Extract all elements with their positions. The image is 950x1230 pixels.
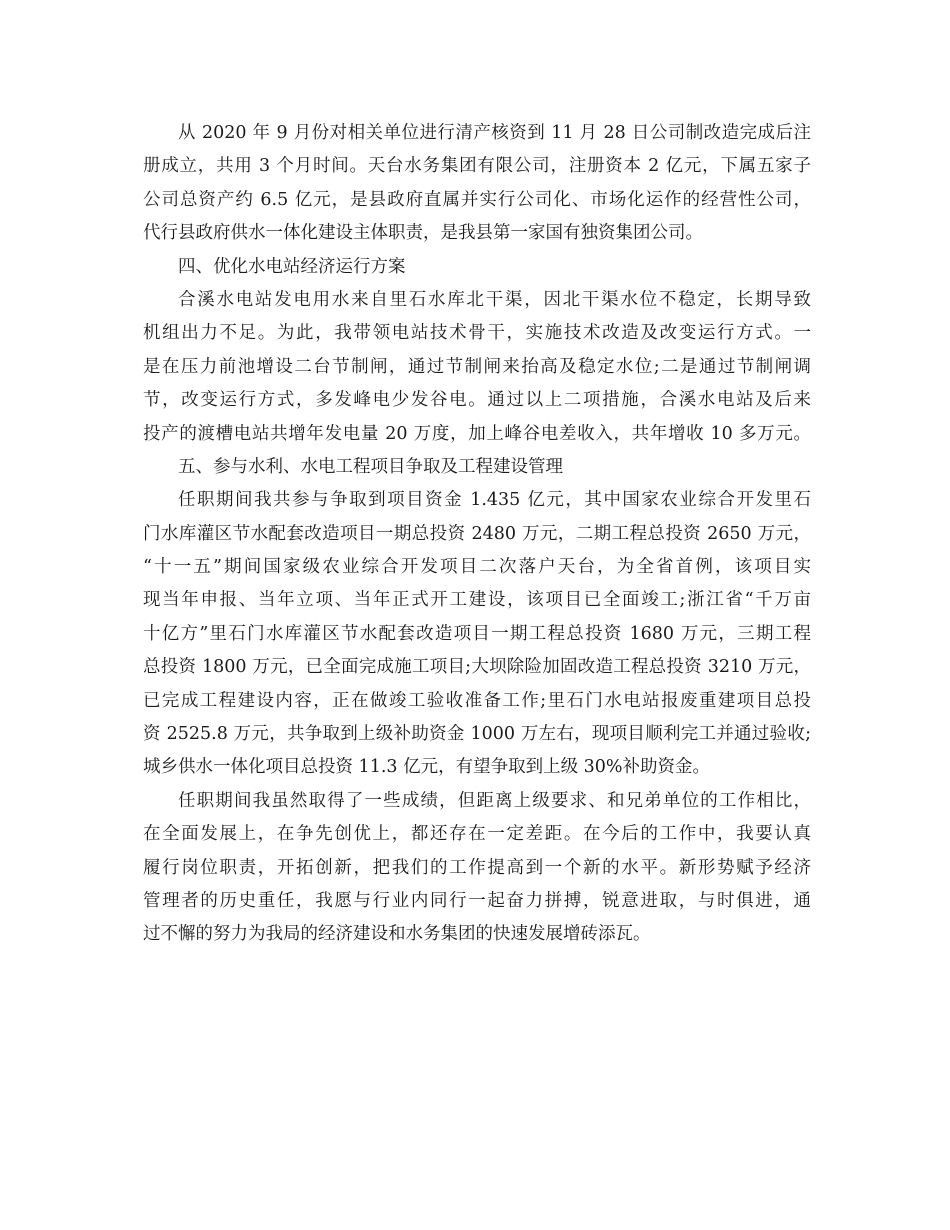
text-line: 四、优化水电站经济运行方案 [178, 256, 406, 277]
text-line: 在全面发展上，在争先创优上，都还存在一定差距。在今后的工作中，我要认真 [143, 824, 811, 845]
text-line: 十亿方”里石门水库灌区节水配套改造项目一期工程总投资 1680 万元，三期工程 [143, 623, 811, 644]
text-line: 履行岗位职责，开拓创新，把我们的工作提高到一个新的水平。新形势赋予经济 [143, 857, 811, 878]
text-line: 五、参与水利、水电工程项目争取及工程建设管理 [178, 456, 563, 477]
document-body [143, 117, 811, 952]
text-line: 合溪水电站发电用水来自里石水库北干渠，因北干渠水位不稳定，长期导致 [178, 289, 811, 310]
text-line: “十一五”期间国家级农业综合开发项目二次落户天台，为全省首例，该项目实 [143, 557, 811, 578]
text-line: 公司总资产约 6.5 亿元，是县政府直属并实行公司化、市场化运作的经营性公司， [143, 189, 811, 210]
text-line: 门水库灌区节水配套改造项目一期总投资 2480 万元，二期工程总投资 2650 万元， [143, 523, 811, 544]
text-line: 总投资 1800 万元，已全面完成施工项目;大坝除险加固改造工程总投资 3210 万元， [143, 657, 811, 678]
text-line: 从 2020 年 9 月份对相关单位进行清产核资到 11 月 28 日公司制改造完成后注 [178, 123, 811, 143]
text-line: 任职期间我虽然取得了一些成绩，但距离上级要求、和兄弟单位的工作相比， [178, 790, 811, 811]
text-line: 已完成工程建设内容，正在做竣工验收准备工作;里石门水电站报废重建项目总投 [143, 690, 811, 711]
text-line: 任职期间我共参与争取到项目资金 1.435 亿元，其中国家农业综合开发里石 [178, 490, 811, 511]
text-line: 资 2525.8 万元，共争取到上级补助资金 1000 万左右，现项目顺利完工并通过验收; [143, 724, 811, 745]
text-line: 册成立，共用 3 个月时间。天台水务集团有限公司，注册资本 2 亿元，下属五家子 [143, 156, 811, 177]
text-line: 投产的渡槽电站共增年发电量 20 万度，加上峰谷电差收入，共年增收 10 多万元。 [143, 423, 811, 444]
text-line: 节，改变运行方式，多发峰电少发谷电。通过以上二项措施，合溪水电站及后来 [143, 390, 811, 411]
text-line: 城乡供水一体化项目总投资 11.3 亿元，有望争取到上级 30%补助资金。 [143, 757, 711, 778]
text-line: 现当年申报、当年立项、当年正式开工建设，该项目已全面竣工;浙江省“千万亩 [143, 590, 811, 611]
text-line: 管理者的历史重任，我愿与行业内同行一起奋力拼搏，锐意进取，与时俱进，通 [143, 890, 811, 911]
text-line: 代行县政府供水一体化建设主体职责，是我县第一家国有独资集团公司。 [143, 223, 703, 244]
text-line: 过不懈的努力为我局的经济建设和水务集团的快速发展增砖添瓦。 [143, 924, 651, 945]
text-line: 机组出力不足。为此，我带领电站技术骨干，实施技术改造及改变运行方式。一 [143, 323, 811, 344]
text-line: 是在压力前池增设二台节制闸，通过节制闸来抬高及稳定水位;二是通过节制闸调 [143, 356, 811, 377]
